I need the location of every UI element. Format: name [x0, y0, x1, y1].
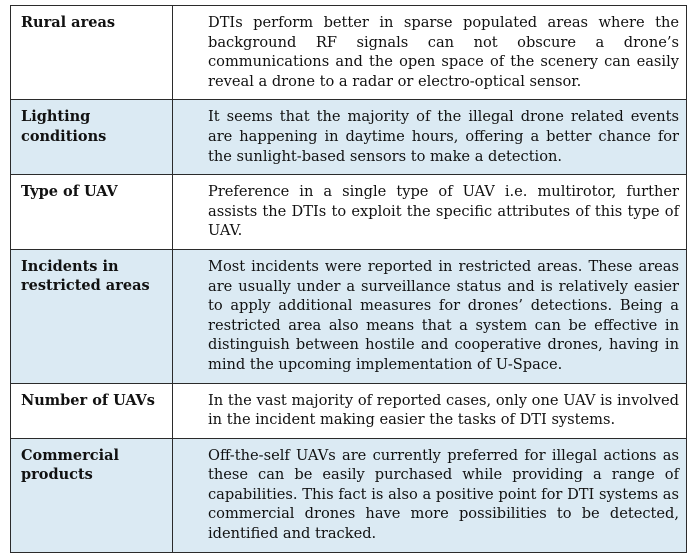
- row-text-incidents-restricted-areas: Most incidents were reported in restricted areas. These areas are usually under a surveillance status and is relatively easier to apply additional measures for drones’ detections. Being a restricted area also means that a system can be effective in distinguish between hostile and cooperative drones, having in mind the upcoming implementation of U-Space.: [173, 249, 687, 383]
- row-text-lighting-conditions: It seems that the majority of the illegal drone related events are happening in daytime hours, offering a better chance for the sunlight-based sensors to make a detection.: [173, 100, 687, 175]
- row-text-number-of-uavs: In the vast majority of reported cases, only one UAV is involved in the incident making easier the tasks of DTI systems.: [173, 383, 687, 438]
- table-row: [11, 383, 687, 438]
- row-label-commercial-products: Commercial products: [11, 438, 173, 552]
- factors-table: [10, 5, 687, 553]
- row-label-type-of-uav: Type of UAV: [11, 175, 173, 250]
- table-row: [11, 438, 687, 552]
- row-label-number-of-uavs: Number of UAVs: [11, 383, 173, 438]
- table-row: [11, 249, 687, 383]
- row-text-commercial-products: Off-the-self UAVs are currently preferred for illegal actions as these can be easily purchased while providing a range of capabilities. This fact is also a positive point for DTI systems as commercial drones have more possibilities to be detected, identified and tracked.: [173, 438, 687, 552]
- row-label-incidents-restricted-areas: Incidents in restricted areas: [11, 249, 173, 383]
- table-row: [11, 175, 687, 250]
- row-label-rural-areas: Rural areas: [11, 6, 173, 100]
- table-row: [11, 100, 687, 175]
- row-text-rural-areas: DTIs perform better in sparse populated areas where the background RF signals can not obscure a drone’s communications and the open space of the scenery can easily reveal a drone to a radar or electro-optical sensor.: [173, 6, 687, 100]
- row-label-lighting-conditions: Lighting conditions: [11, 100, 173, 175]
- row-text-type-of-uav: Preference in a single type of UAV i.e. multirotor, further assists the DTIs to exploit the specific attributes of this type of UAV.: [173, 175, 687, 250]
- table-row: [11, 6, 687, 100]
